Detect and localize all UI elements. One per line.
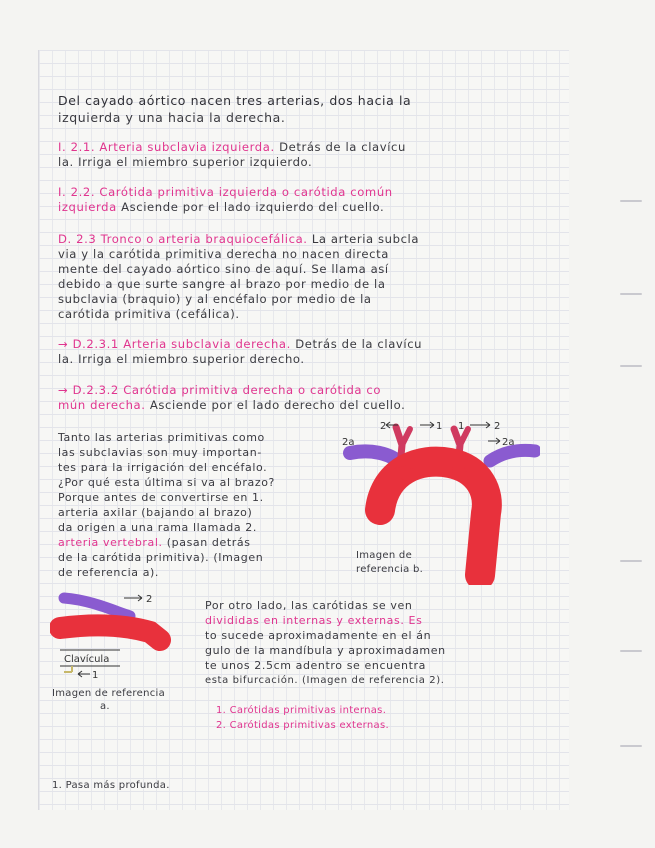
margin-mark [620,293,642,295]
section-d23-line-6: carótida primitiva (cefálica). [58,307,240,321]
section-i21-line-1 [58,140,406,155]
section-d231-text-start: Detrás de la clavícu [295,337,423,351]
figure-b-caption-line-2: referencia b. [356,564,424,575]
section-i22-line-2 [58,200,384,215]
margin-mark [620,560,642,562]
para-line-10: de referencia a). [58,566,160,579]
section-d23-line-3: mente del cayado aórtico sino de aquí. Se llama así [58,262,389,276]
section-i21-line-2: la. Irriga el miembro superior izquierdo. [58,155,313,169]
figure-b-label: 2 [494,421,501,432]
section-i22-heading-end: izquierda [58,200,117,214]
footnote: 1. Pasa más profunda. [52,780,170,791]
para-line-4: ¿Por qué esta última si va al brazo? [58,476,275,489]
figure-b-label: 2a [342,437,355,448]
figure-a-caption-line-2: a. [100,701,110,712]
section-d231-heading: → D.2.3.1 Arteria subclavia derecha. [58,337,291,351]
clavicle-label: Clavícula [64,654,110,665]
section-d232-heading: → D.2.3.2 Carótida primitiva derecha o carótida co [58,383,382,397]
arrow-shape [124,595,142,601]
figure-a-label: 2 [146,594,153,605]
para-line-5: Porque antes de convertirse en 1. [58,491,264,504]
para-line-3: tes para la irrigación del encéfalo. [58,461,268,474]
arrow-shape-2 [420,422,434,428]
figure-b-label: 2 [380,421,387,432]
margin-mark [620,200,642,202]
margin-mark [620,745,642,747]
margin-mark [620,650,642,652]
para-line-7: da origen a una rama llamada 2. [58,521,258,534]
right-subclavian-shape [490,450,535,461]
section-d231-line-1 [58,337,422,352]
para2-line-4: gulo de la mandíbula y aproximadamen [205,644,446,657]
list-item-1: 1. Carótidas primitivas internas. [216,705,387,716]
para2-line-1: Por otro lado, las carótidas se ven [205,599,413,612]
section-i22-text: Asciende por el lado izquierdo del cuello. [121,200,385,214]
margin-mark [620,365,642,367]
para-line-1: Tanto las arterias primitivas como [58,431,265,444]
para2-line-5: te unos 2.5cm adentro se encuentra [205,659,426,672]
para2-line-2: divididas en internas y externas. Es [205,614,423,627]
para-line-8 [58,535,251,550]
section-d23-line-4: debido a que surte sangre al brazo por medio de la [58,277,386,291]
para-line-6: arteria axilar (bajando al brazo) [58,506,253,519]
intro-line-2-text: izquierda y una hacia la derecha. [58,110,286,125]
section-d23-line-2: via y la carótida primitiva derecha no nacen directa [58,247,389,261]
axillary-mark-shape [64,666,72,672]
section-d232-text: Asciende por el lado derecho del cuello. [149,398,406,412]
arrow-shape-2 [78,671,90,677]
subclavian-shape [60,625,160,640]
section-d23-line-5: subclavia (braquio) y al encéfalo por medio de la [58,292,372,306]
section-d231-line-2: la. Irriga el miembro superior derecho. [58,352,305,366]
section-d232-line-2 [58,398,405,413]
left-carotid-branch-shape [402,429,410,445]
arrow-shape-3 [470,422,490,428]
section-d23-text-start: La arteria subcla [311,232,420,246]
para-line-2: las subclavias son muy importan- [58,446,262,459]
vertebral-shape [64,598,130,616]
para-line-8-text: (pasan detrás [166,536,251,549]
arrow-shape-4 [488,438,500,444]
section-i22-heading: I. 2.2. Carótida primitiva izquierda o carótida común [58,185,393,199]
list-item-2: 2. Carótidas primitivas externas. [216,720,389,731]
intro-line-2 [58,110,285,125]
section-d232-heading-end: mún derecha. [58,398,146,412]
section-i21-heading: I. 2.1. Arteria subclavia izquierda. [58,140,275,154]
figure-b-label: 2a [502,437,515,448]
para-vertebral-term: arteria vertebral. [58,536,163,549]
figure-b-label: 1 [458,421,465,432]
section-d23-line-1 [58,232,419,247]
figure-a-label: 1 [92,670,99,681]
para2-line-3: to sucede aproximadamente en el án [205,629,432,642]
figure-a-subclavian [50,588,190,688]
para-line-9: de la carótida primitiva). (Imagen [58,551,264,564]
intro-line-1: Del cayado aórtico nacen tres arterias, dos hacia la [58,93,412,108]
para2-line-6: esta bifurcación. (Imagen de referencia 2). [205,675,445,686]
section-d23-heading: D. 2.3 Tronco o arteria braquiocefálica. [58,232,308,246]
figure-b-caption-line-1: Imagen de [356,550,413,561]
section-i21-text: Detrás de la clavícu [279,140,406,154]
figure-a-caption-line-1: Imagen de referencia [52,688,166,699]
figure-b-label: 1 [436,421,443,432]
